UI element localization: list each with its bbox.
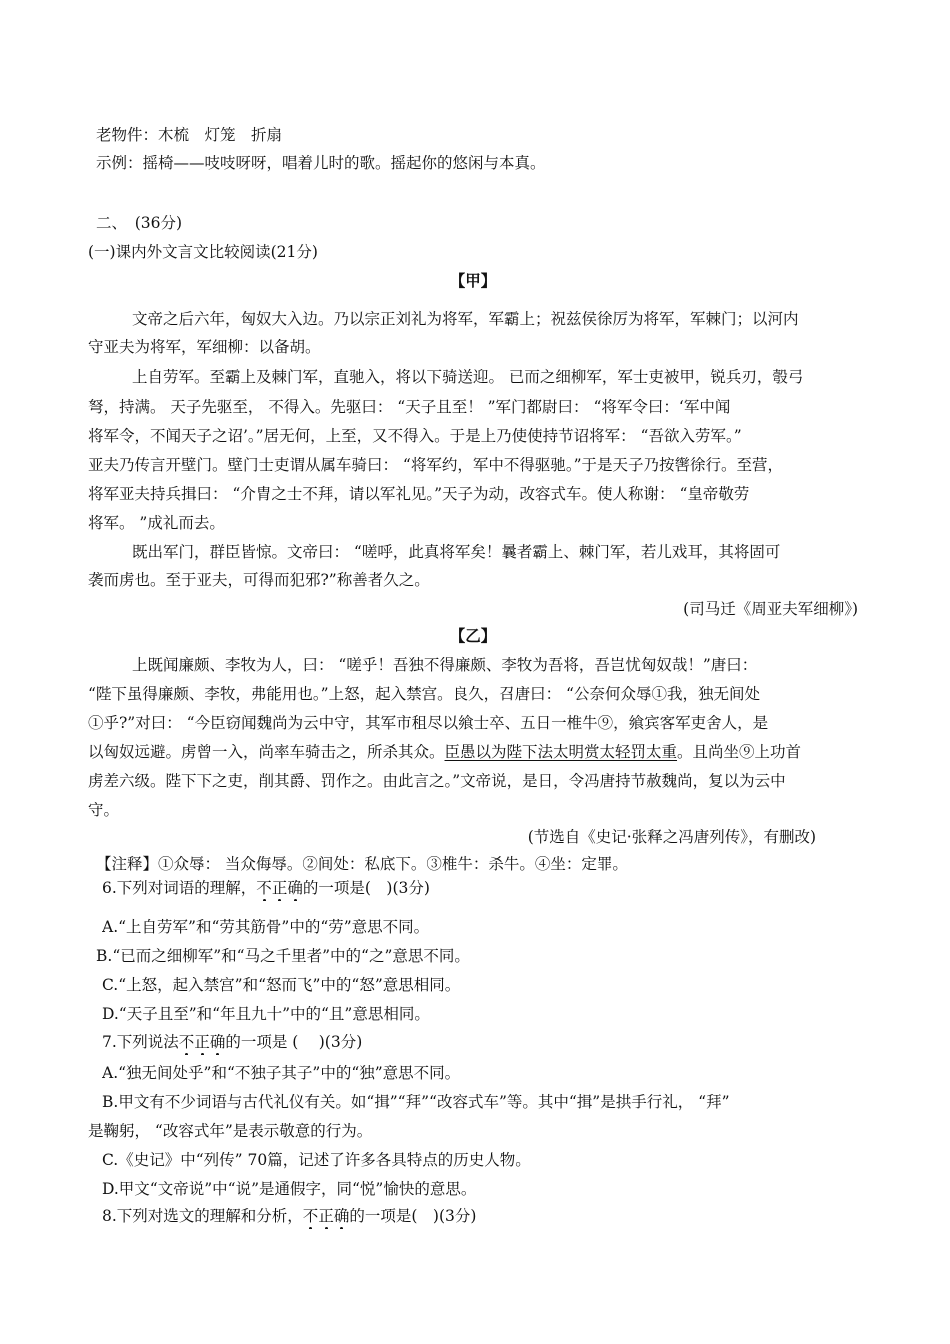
question-6-option-d: D.“天子且至”和“年且九十”中的“且”意思相同。 [102,1005,430,1023]
question-7-option-c: C.《史记》中“列传” 70篇，记述了许多各具特点的历史人物。 [102,1151,531,1169]
emphasis-dot-char: 确 [333,1207,350,1225]
section-two-heading: 二、 (36分) [96,214,183,232]
question-6-option-c: C.“上怒，起入禁宫”和“怒而飞”中的“怒”意思相同。 [102,976,461,994]
example-line: 示例：摇椅——吱吱呀呀，唱着儿时的歌。摇起你的悠闲与本真。 [96,154,546,172]
yi-source: (节选自《史记·张释之冯唐列传》，有删改) [527,828,816,846]
emphasis-dot-char: 不 [302,1207,319,1225]
yi-line: ①乎?”对曰： “今臣窃闻魏尚为云中守，其军市租尽以飨士卒、五日一椎牛⑨，飨宾客军吏舍人，是 [88,714,769,732]
yi-notes: 【注释】①众辱： 当众侮辱。②间处：私底下。③椎牛：杀牛。④坐：定罪。 [96,855,628,873]
jia-line: 将军亚夫持兵揖曰： “介胄之士不拜，请以军礼见。”天子为动，改容式车。使人称谢： “皇帝敬劳 [88,485,750,503]
passage-jia-title: 【甲】 [449,271,497,290]
emphasis-dot-char: 确 [287,879,303,897]
yi-line: “陛下虽得廉颇、李牧，弗能用也。”上怒，起入禁宫。良久，召唐曰： “公奈何众辱①我，独无间处 [88,685,760,703]
old-objects-line: 老物件：木梳 灯笼 折扇 [96,126,283,144]
jia-line: 守亚夫为将军，军细柳：以备胡。 [88,338,321,356]
jia-line: 将军令，不闻天子之诏’。”居无何，上至，又不得入。于是上乃使使持节诏将军： “吾欲入劳军。” [88,427,742,445]
question-7-option-d: D.甲文“文帝说”中“说”是通假字，同“悦”愉快的意思。 [102,1180,477,1198]
yi-line: 守。 [88,801,120,819]
question-8-stem: 8.下列对选文的理解和分析，不正确的一项是( )(3分) [102,1207,477,1225]
emphasis-dot-char: 正 [271,879,288,897]
yi-line: 上既闻廉颇、李牧为人，曰： “嗟乎！吾独不得廉颇、李牧为吾将，吾岂忧匈奴哉！”唐曰： [132,656,758,674]
jia-line: 上自劳军。至霸上及棘门军，直驰入，将以下骑送迎。 已而之细柳军，军士吏被甲，锐兵刃，彀弓 [132,368,804,386]
yi-line: 虏差六级。陛下下之吏，削其爵、罚作之。由此言之。”文帝说，是日，令冯唐持节赦魏尚，复以为云中 [88,772,786,790]
jia-line: 既出军门，群臣皆惊。文帝曰： “嗟呼，此真将军矣！曩者霸上、棘门军，若儿戏耳，其将固可 [132,543,781,561]
question-7-stem: 7.下列说法不正确的一项是 ( )(3分) [102,1033,363,1051]
yi-line-text: 。且尚坐⑨上功首 [677,743,802,761]
emphasis-dot-char: 正 [318,1207,334,1225]
question-7-option-b-cont: 是鞠躬， “改容式年”是表示敬意的行为。 [88,1122,373,1140]
jia-line: 文帝之后六年，匈奴大入边。乃以宗正刘礼为将军，军霸上；祝兹侯徐厉为将军，军棘门；以河内 [132,310,799,328]
emphasis-dot-char: 不 [256,879,272,897]
jia-line: 袭而虏也。至于亚夫，可得而犯邪?”称善者久之。 [88,571,430,589]
emphasis-dot-char: 不 [178,1033,195,1051]
question-7-option-a: A.“独无间处乎”和“不独子其子”中的“独”意思不同。 [102,1064,461,1082]
emphasis-dot-char: 正 [194,1033,210,1051]
section-one-subheading: (一)课内外文言文比较阅读(21分) [88,243,318,261]
question-6-option-b: B.“已而之细柳军”和“马之千里者”中的“之”意思不同。 [96,947,470,965]
question-7-option-b: B.甲文有不少词语与古代礼仪有关。如“揖”“拜”“改容式车”等。其中“揖”是拱手行礼， “拜” [102,1093,730,1111]
underlined-translation-sentence: 臣愚以为陛下法太明赏太轻罚太重 [444,743,678,761]
emphasis-dot-char: 确 [209,1033,226,1051]
jia-line: 弩，持满。 天子先驱至， 不得入。先驱曰： “天子且至！ ”军门都尉曰： “将军令曰：‘军中闻 [88,398,731,416]
yi-line-text: 以匈奴远避。虏曾一入，尚率车骑击之，所杀其众。 [88,743,445,761]
question-6-option-a: A.“上自劳军”和“劳其筋骨”中的“劳”意思不同。 [102,918,430,936]
jia-line: 亚夫乃传言开壁门。壁门士吏谓从属车骑曰： “将军约，军中不得驱驰。”于是天子乃按辔徐行。至营， [88,456,784,474]
jia-source: (司马迁《周亚夫军细柳》) [683,600,858,618]
yi-line-underlined-sentence [88,739,858,765]
question-6-stem: 6.下列对词语的理解，不正确的一项是( )(3分) [102,879,430,897]
jia-line: 将军。 ”成礼而去。 [88,514,225,532]
passage-yi-title: 【乙】 [449,626,497,645]
